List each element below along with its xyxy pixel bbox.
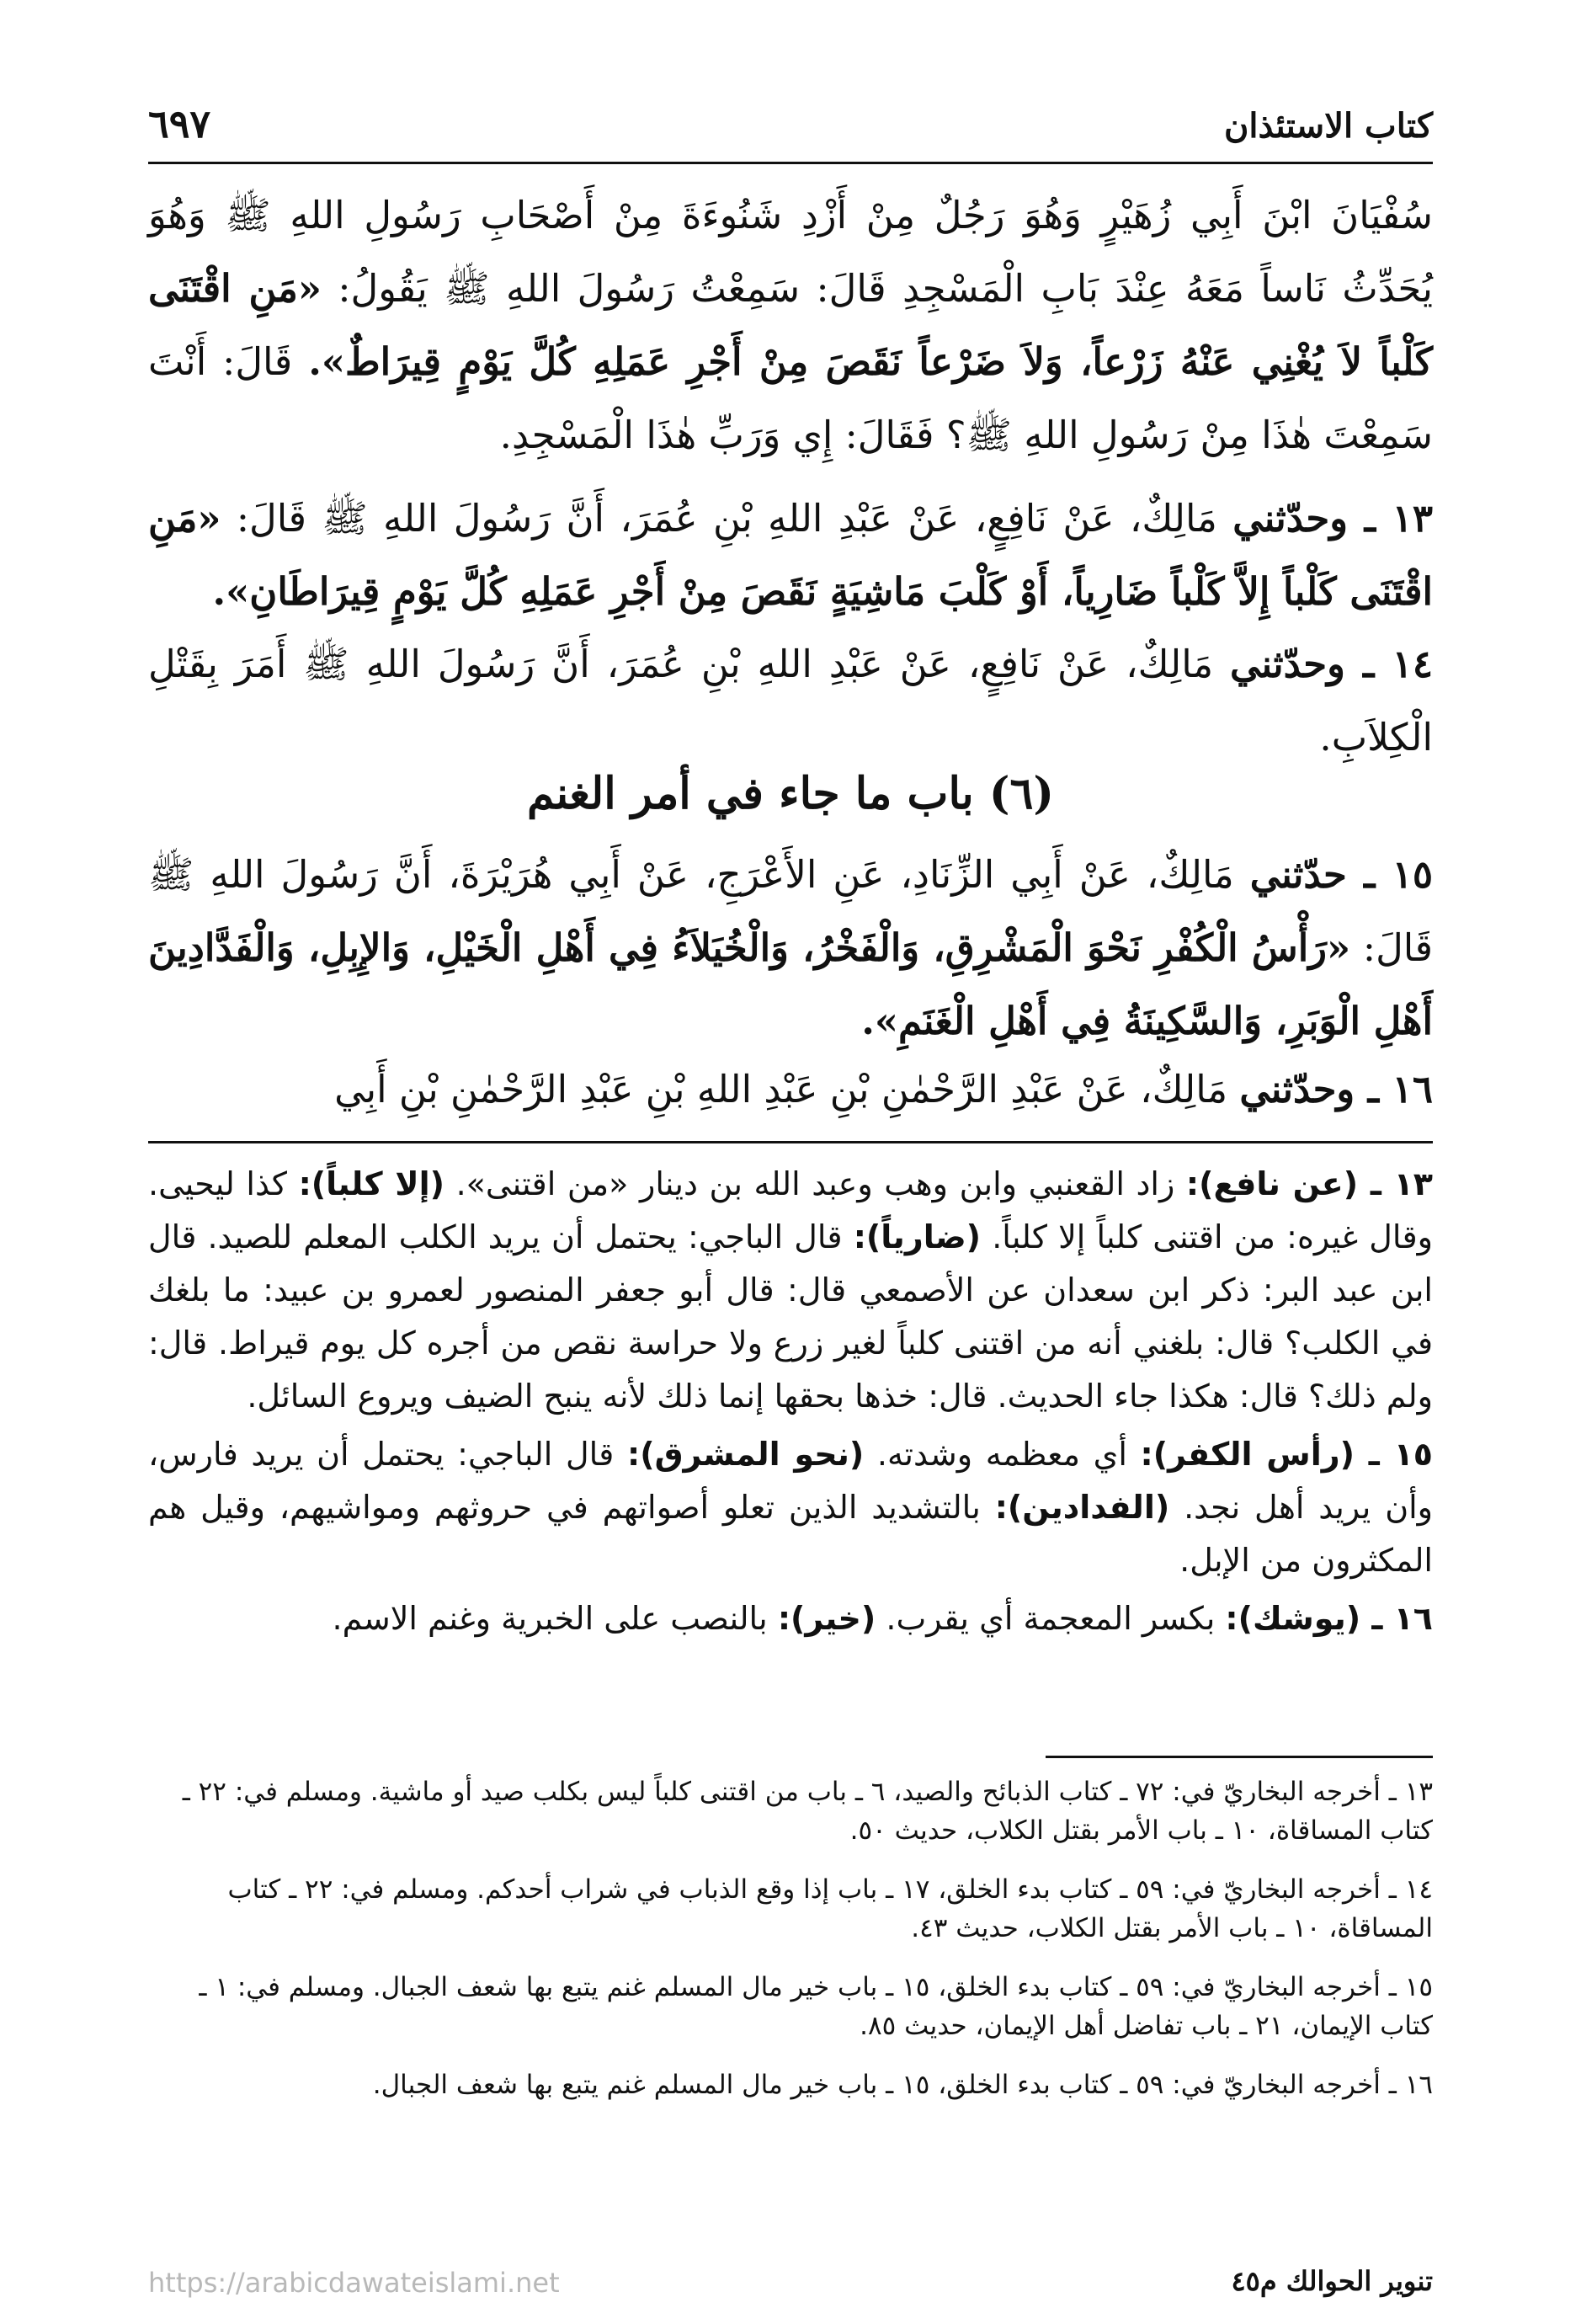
hadith-13-quote: «مَنِ اقْتَنَى كَلْباً إِلاَّ كَلْباً ضَارِياً، أَوْ كَلْبَ مَاشِيَةٍ نَقَصَ مِنْ أَجْرِ عَمَلِهِ كُلَّ يَوْمٍ قِيرَاطَانِ». <box>148 496 1433 614</box>
note-13-b: (إلا كلباً): <box>298 1165 444 1202</box>
hadith-13-text: مَالِكٌ، عَنْ نَافِعٍ، عَنْ عَبْدِ اللهِ بْنِ عُمَرَ، أَنَّ رَسُولَ اللهِ ﷺ قَالَ: <box>236 496 1217 541</box>
note-15-b: (نحو المشرق): <box>627 1436 865 1473</box>
hadith-14-lead: ١٤ ـ وحدّثني <box>1230 642 1433 686</box>
hadith-intro <box>148 179 1433 472</box>
note-13-c: كذا ليحيى. وقال غيره: من اقتنى كلباً إلا كلباً. <box>148 1165 1433 1255</box>
note-13-d: (ضارياً): <box>853 1218 982 1255</box>
header-rule <box>148 162 1433 164</box>
hadith-16-text: مَالِكٌ، عَنْ عَبْدِ الرَّحْمٰنِ بْنِ عَبْدِ اللهِ بْنِ عَبْدِ الرَّحْمٰنِ بْنِ أَبِي <box>334 1067 1228 1111</box>
note-16 <box>148 1592 1433 1645</box>
note-13-head: ١٣ ـ (عن نافع): <box>1185 1165 1433 1202</box>
note-16-a: بكسر المعجمة أي يقرب. <box>886 1600 1216 1637</box>
book-title: كتاب الاستئذان <box>1224 106 1433 146</box>
takhrij-notes <box>148 1772 1433 2124</box>
hadith-16-lead: ١٦ ـ وحدّثني <box>1239 1067 1433 1111</box>
takhrij-16: ١٦ ـ أخرجه البخاريّ في: ٥٩ ـ كتاب بدء الخلق، ١٥ ـ باب خير مال المسلم غنم يتبع بها شعف الجبال. <box>372 2070 1433 2100</box>
page-number: ٦٩٧ <box>148 101 211 147</box>
note-16-b: (خير): <box>777 1600 876 1637</box>
commentary-rule <box>148 1141 1433 1143</box>
watermark-url: https://arabicdawateislami.net <box>148 2267 560 2299</box>
takhrij-14: ١٤ ـ أخرجه البخاريّ في: ٥٩ ـ كتاب بدء الخلق، ١٧ ـ باب إذا وقع الذباب في شراب أحدكم. ومسلم في: ٢٢ ـ كتاب المساقاة، ١٠ ـ باب الأمر بقتل الكلاب، حديث ٤٣. <box>227 1874 1433 1943</box>
chapter-title: (٦) باب ما جاء في أمر الغنم <box>526 768 1055 819</box>
hadith-intro-text: سُفْيَانَ ابْنَ أَبِي زُهَيْرٍ وَهُوَ رَجُلٌ مِنْ أَزْدِ شَنُوءَةَ مِنْ أَصْحَابِ رَسُولِ اللهِ ﷺ وَهُوَ يُحَدِّثُ نَاساً مَعَهُ عِنْدَ بَابِ الْمَسْجِدِ قَالَ: سَمِعْتُ رَسُولَ اللهِ ﷺ يَقُولُ: <box>148 193 1433 311</box>
hadith-16 <box>148 1053 1433 1126</box>
hadith-15-text: مَالِكٌ، عَنْ أَبِي الزِّنَادِ، عَنِ الأَعْرَجِ، عَنْ أَبِي هُرَيْرَةَ، أَنَّ رَسُولَ اللهِ ﷺ قَالَ: <box>148 852 1433 970</box>
commentary <box>148 1158 1433 1650</box>
note-16-head: ١٦ ـ (يوشك): <box>1225 1600 1433 1637</box>
takhrij-13: ١٣ ـ أخرجه البخاريّ في: ٧٢ ـ كتاب الذبائح والصيد، ٦ ـ باب من اقتنى كلباً ليس بكلب صيد أو ماشية. ومسلم في: ٢٢ ـ كتاب المساقاة، ١٠ ـ باب الأمر بقتل الكلاب، حديث ٥٠. <box>182 1777 1433 1846</box>
note-15-head: ١٥ ـ (رأس الكفر): <box>1140 1436 1433 1473</box>
takhrij-15: ١٥ ـ أخرجه البخاريّ في: ٥٩ ـ كتاب بدء الخلق، ١٥ ـ باب خير مال المسلم غنم يتبع بها شعف الجبال. ومسلم في: ١ ـ كتاب الإيمان، ٢١ ـ باب تفاضل أهل الإيمان، حديث ٨٥. <box>199 1972 1433 2041</box>
hadith-14 <box>148 627 1433 774</box>
note-15 <box>148 1428 1433 1587</box>
hadith-14-text: مَالِكٌ، عَنْ نَافِعٍ، عَنْ عَبْدِ اللهِ بْنِ عُمَرَ، أَنَّ رَسُولَ اللهِ ﷺ أَمَرَ بِقَتْلِ الْكِلاَبِ. <box>148 642 1433 760</box>
hadith-intro-end: قَالَ: أَنْتَ سَمِعْتَ هٰذَا مِنْ رَسُولِ اللهِ ﷺ؟ فَقَالَ: إِي وَرَبِّ هٰذَا الْمَسْجِدِ. <box>148 339 1433 457</box>
hadith-15 <box>148 838 1433 1058</box>
hadith-intro-quote: «مَنِ اقْتَنَى كَلْباً لاَ يُغْنِي عَنْهُ زَرْعاً، وَلاَ ضَرْعاً نَقَصَ مِنْ أَجْرِ عَمَلِهِ كُلَّ يَوْمٍ قِيرَاطٌ». <box>148 266 1433 384</box>
hadith-15-lead: ١٥ ـ حدّثني <box>1249 852 1433 897</box>
note-13-a: زاد القعنبي وابن وهب وعبد الله بن دينار «من اقتنى». <box>455 1165 1175 1202</box>
hadith-13-lead: ١٣ ـ وحدّثني <box>1232 496 1433 541</box>
note-16-c: بالنصب على الخبرية وغنم الاسم. <box>332 1600 768 1637</box>
footer-signature: تنوير الحوالك م٤٥ <box>1231 2265 1433 2297</box>
note-15-e: بالتشديد الذين تعلو أصواتهم في حروثهم ومواشيهم، وقيل هم المكثرون من الإبل. <box>148 1489 1433 1579</box>
running-header <box>148 101 1433 152</box>
note-15-a: أي معظمه وشدته. <box>876 1436 1127 1473</box>
note-13-e: قال الباجي: يحتمل أن يريد الكلب المعلم للصيد. قال ابن عبد البر: ذكر ابن سعدان عن الأصمعي قال: قال أبو جعفر المنصور لعمرو بن عبيد: ما بلغك في الكلب؟ قال: بلغني أنه من اقتنى كلباً لغير زرع ولا حراسة نقص من أجره كل يوم قيراط. قال: ولم ذلك؟ قال: هكذا جاء الحديث. قال: خذها بحقها إنما ذلك لأنه ينبح الضيف ويروع السائل. <box>148 1218 1433 1415</box>
note-13 <box>148 1158 1433 1423</box>
page-footer <box>148 2265 1433 2307</box>
hadith-15-quote: «رَأْسُ الْكُفْرِ نَحْوَ الْمَشْرِقِ، وَالْفَخْرُ، وَالْخُيَلاَءُ فِي أَهْلِ الْخَيْلِ، وَالإِبِلِ، وَالْفَدَّادِينَ أَهْلِ الْوَبَرِ، وَالسَّكِينَةُ فِي أَهْلِ الْغَنَمِ». <box>148 925 1433 1043</box>
takhrij-rule <box>1046 1756 1433 1758</box>
note-15-c: قال الباجي: يحتمل أن يريد فارس، وأن يريد أهل نجد. <box>148 1436 1434 1526</box>
note-15-d: (الفدادين): <box>994 1489 1170 1526</box>
hadith-13 <box>148 482 1433 628</box>
